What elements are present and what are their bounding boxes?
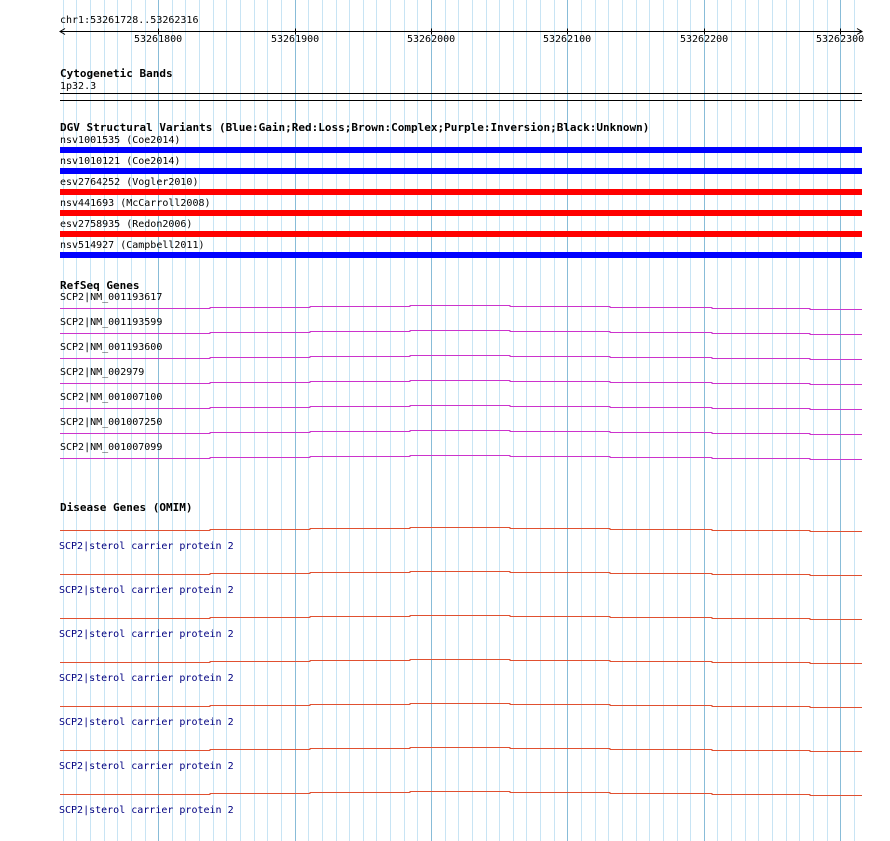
- dgv-variant-label[interactable]: nsv514927 (Campbell2011): [60, 240, 205, 251]
- ruler-tick-label: 53261800: [134, 34, 183, 45]
- refseq-gene-label[interactable]: SCP2|NM_001007100: [60, 392, 163, 403]
- refseq-gene-label[interactable]: SCP2|NM_001193599: [60, 317, 163, 328]
- omim-gene-label[interactable]: SCP2|sterol carrier protein 2: [59, 628, 234, 640]
- omim-gene-line[interactable]: [60, 748, 862, 752]
- dgv-variant-label[interactable]: esv2758935 (Redon2006): [60, 219, 193, 230]
- omim-gene-line[interactable]: [60, 528, 862, 532]
- refseq-gene-label[interactable]: SCP2|NM_001193600: [60, 342, 163, 353]
- refseq-gene-line[interactable]: [60, 356, 862, 360]
- refseq-gene-label[interactable]: SCP2|NM_001007250: [60, 417, 163, 428]
- ruler-tick-label: 53262200: [680, 34, 729, 45]
- omim-gene-label[interactable]: SCP2|sterol carrier protein 2: [59, 716, 234, 728]
- refseq-gene-label[interactable]: SCP2|NM_001007099: [60, 442, 163, 453]
- refseq-gene-line[interactable]: [60, 331, 862, 335]
- cytoband-track-title: Cytogenetic Bands: [60, 67, 173, 80]
- omim-gene-label[interactable]: SCP2|sterol carrier protein 2: [59, 760, 234, 772]
- omim-track-title: Disease Genes (OMIM): [60, 501, 193, 514]
- dgv-track-title: DGV Structural Variants (Blue:Gain;Red:Loss;Brown:Complex;Purple:Inversion;Black:Unknown): [60, 121, 650, 134]
- ruler-range-label: chr1:53261728..53262316: [60, 15, 199, 26]
- refseq-track-title: RefSeq Genes: [60, 279, 140, 292]
- omim-gene-label[interactable]: SCP2|sterol carrier protein 2: [59, 804, 234, 816]
- refseq-gene-label[interactable]: SCP2|NM_002979: [60, 367, 145, 378]
- ruler-tick-label: 53262000: [407, 34, 456, 45]
- omim-gene-line[interactable]: [60, 792, 862, 796]
- dgv-variant-label[interactable]: nsv441693 (McCarroll2008): [60, 198, 211, 209]
- dgv-variant-label[interactable]: esv2764252 (Vogler2010): [60, 177, 199, 188]
- omim-gene-line[interactable]: [60, 660, 862, 664]
- ruler-tick-label: 53262100: [543, 34, 592, 45]
- ruler-tick-label: 53261900: [271, 34, 320, 45]
- cytoband-label: 1p32.3: [60, 81, 97, 92]
- refseq-gene-line[interactable]: [60, 381, 862, 385]
- refseq-gene-label[interactable]: SCP2|NM_001193617: [60, 292, 163, 303]
- ruler-tick-label: 53262300: [816, 34, 865, 45]
- dgv-variant-label[interactable]: nsv1010121 (Coe2014): [60, 156, 181, 167]
- refseq-gene-line[interactable]: [60, 456, 862, 460]
- omim-gene-line[interactable]: [60, 616, 862, 620]
- dgv-variant-label[interactable]: nsv1001535 (Coe2014): [60, 135, 181, 146]
- omim-gene-label[interactable]: SCP2|sterol carrier protein 2: [59, 540, 234, 552]
- omim-gene-label[interactable]: SCP2|sterol carrier protein 2: [59, 672, 234, 684]
- omim-gene-line[interactable]: [60, 704, 862, 708]
- omim-gene-line[interactable]: [60, 572, 862, 576]
- refseq-gene-line[interactable]: [60, 306, 862, 310]
- omim-gene-label[interactable]: SCP2|sterol carrier protein 2: [59, 584, 234, 596]
- refseq-gene-line[interactable]: [60, 431, 862, 435]
- refseq-gene-line[interactable]: [60, 406, 862, 410]
